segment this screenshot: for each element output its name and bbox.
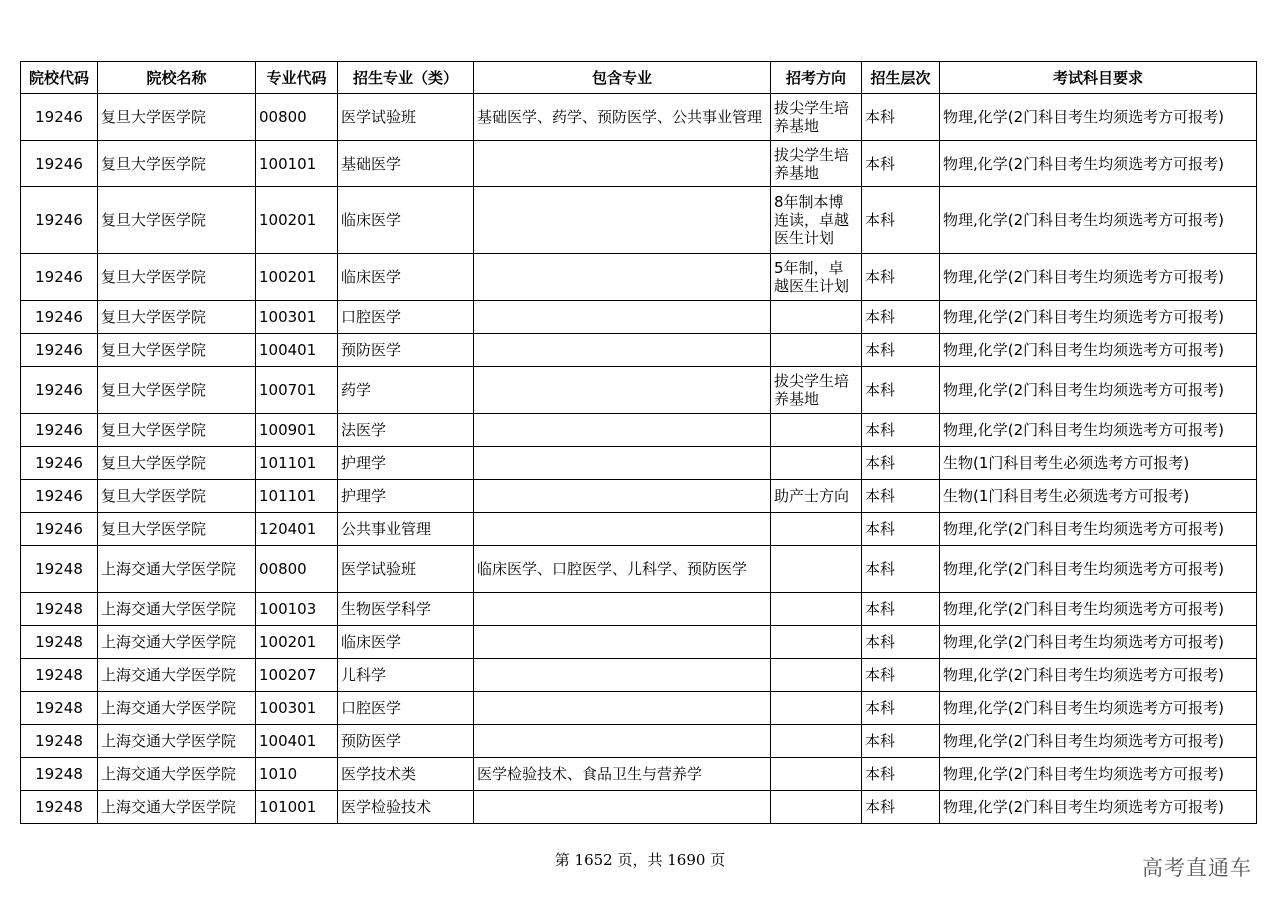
cell-subjects: 物理,化学(2门科目考生均须选考方可报考) [940,414,1257,447]
header-school-code: 院校代码 [21,62,98,94]
cell-major: 口腔医学 [338,301,474,334]
cell-includes [474,141,771,187]
cell-direction: 拔尖学生培养基地 [771,367,862,414]
cell-school-code: 19246 [21,301,98,334]
table-row [21,546,1257,593]
cell-school-name: 复旦大学医学院 [98,367,256,414]
cell-direction [771,513,862,546]
cell-level: 本科 [862,187,940,254]
table-row [21,187,1257,254]
cell-school-code: 19248 [21,626,98,659]
cell-level: 本科 [862,791,940,824]
cell-subjects: 物理,化学(2门科目考生均须选考方可报考) [940,725,1257,758]
cell-school-code: 19246 [21,254,98,301]
cell-includes: 基础医学、药学、预防医学、公共事业管理 [474,94,771,141]
cell-direction [771,334,862,367]
cell-major-code: 120401 [256,513,338,546]
cell-subjects: 物理,化学(2门科目考生均须选考方可报考) [940,546,1257,593]
cell-includes [474,254,771,301]
cell-includes [474,626,771,659]
table-row [21,334,1257,367]
cell-major: 口腔医学 [338,692,474,725]
cell-major: 医学试验班 [338,94,474,141]
cell-level: 本科 [862,513,940,546]
cell-major-code: 00800 [256,94,338,141]
cell-includes: 临床医学、口腔医学、儿科学、预防医学 [474,546,771,593]
cell-school-name: 复旦大学医学院 [98,187,256,254]
table-body [21,94,1257,824]
cell-direction: 5年制，卓越医生计划 [771,254,862,301]
cell-direction: 拔尖学生培养基地 [771,94,862,141]
header-level: 招生层次 [862,62,940,94]
table-row [21,513,1257,546]
cell-school-code: 19248 [21,758,98,791]
cell-direction [771,593,862,626]
cell-direction [771,301,862,334]
cell-major: 基础医学 [338,141,474,187]
cell-includes [474,593,771,626]
cell-direction [771,447,862,480]
table-row [21,447,1257,480]
cell-direction [771,791,862,824]
cell-school-name: 上海交通大学医学院 [98,593,256,626]
cell-level: 本科 [862,546,940,593]
cell-level: 本科 [862,301,940,334]
header-subjects: 考试科目要求 [940,62,1257,94]
cell-subjects: 物理,化学(2门科目考生均须选考方可报考) [940,141,1257,187]
table-row [21,692,1257,725]
cell-school-code: 19248 [21,791,98,824]
cell-subjects: 物理,化学(2门科目考生均须选考方可报考) [940,513,1257,546]
cell-level: 本科 [862,758,940,791]
cell-major-code: 101101 [256,480,338,513]
cell-direction: 助产士方向 [771,480,862,513]
cell-direction: 8年制本博连读，卓越医生计划 [771,187,862,254]
cell-school-code: 19248 [21,692,98,725]
cell-major: 医学检验技术 [338,791,474,824]
cell-major: 预防医学 [338,725,474,758]
cell-school-name: 复旦大学医学院 [98,141,256,187]
cell-major-code: 101001 [256,791,338,824]
cell-major: 临床医学 [338,626,474,659]
cell-direction [771,659,862,692]
table-row [21,659,1257,692]
cell-school-name: 上海交通大学医学院 [98,692,256,725]
cell-level: 本科 [862,141,940,187]
cell-direction [771,414,862,447]
cell-school-code: 19246 [21,414,98,447]
cell-major-code: 1010 [256,758,338,791]
cell-includes [474,414,771,447]
cell-includes [474,791,771,824]
cell-subjects: 物理,化学(2门科目考生均须选考方可报考) [940,758,1257,791]
cell-direction [771,626,862,659]
cell-major-code: 101101 [256,447,338,480]
cell-level: 本科 [862,725,940,758]
cell-major-code: 100201 [256,254,338,301]
cell-school-name: 复旦大学医学院 [98,480,256,513]
cell-major: 医学技术类 [338,758,474,791]
cell-major: 生物医学科学 [338,593,474,626]
cell-school-code: 19248 [21,546,98,593]
cell-includes [474,301,771,334]
table-row [21,414,1257,447]
cell-school-name: 复旦大学医学院 [98,334,256,367]
cell-subjects: 生物(1门科目考生必须选考方可报考) [940,480,1257,513]
cell-school-name: 复旦大学医学院 [98,513,256,546]
cell-school-name: 上海交通大学医学院 [98,659,256,692]
cell-school-name: 上海交通大学医学院 [98,546,256,593]
table-row [21,301,1257,334]
cell-school-name: 上海交通大学医学院 [98,758,256,791]
cell-level: 本科 [862,626,940,659]
cell-direction: 拔尖学生培养基地 [771,141,862,187]
cell-direction [771,725,862,758]
cell-school-code: 19248 [21,659,98,692]
header-direction: 招考方向 [771,62,862,94]
cell-level: 本科 [862,94,940,141]
cell-school-code: 19246 [21,334,98,367]
cell-school-name: 上海交通大学医学院 [98,626,256,659]
table-row [21,725,1257,758]
cell-major: 护理学 [338,480,474,513]
cell-includes: 医学检验技术、食品卫生与营养学 [474,758,771,791]
cell-school-code: 19246 [21,480,98,513]
cell-major-code: 100207 [256,659,338,692]
table-row [21,480,1257,513]
header-includes: 包含专业 [474,62,771,94]
cell-level: 本科 [862,480,940,513]
cell-school-name: 复旦大学医学院 [98,447,256,480]
cell-level: 本科 [862,414,940,447]
cell-major-code: 100103 [256,593,338,626]
cell-subjects: 生物(1门科目考生必须选考方可报考) [940,447,1257,480]
cell-level: 本科 [862,254,940,301]
cell-subjects: 物理,化学(2门科目考生均须选考方可报考) [940,791,1257,824]
cell-includes [474,480,771,513]
cell-school-name: 复旦大学医学院 [98,94,256,141]
cell-subjects: 物理,化学(2门科目考生均须选考方可报考) [940,94,1257,141]
cell-school-code: 19246 [21,367,98,414]
table-row [21,593,1257,626]
cell-includes [474,692,771,725]
cell-direction [771,758,862,791]
cell-major-code: 100301 [256,301,338,334]
cell-major: 医学试验班 [338,546,474,593]
table-row [21,254,1257,301]
cell-major-code: 100401 [256,725,338,758]
cell-major: 预防医学 [338,334,474,367]
cell-level: 本科 [862,367,940,414]
header-school-name: 院校名称 [98,62,256,94]
cell-major: 临床医学 [338,254,474,301]
cell-major-code: 100101 [256,141,338,187]
cell-includes [474,513,771,546]
cell-subjects: 物理,化学(2门科目考生均须选考方可报考) [940,254,1257,301]
cell-subjects: 物理,化学(2门科目考生均须选考方可报考) [940,626,1257,659]
cell-subjects: 物理,化学(2门科目考生均须选考方可报考) [940,301,1257,334]
cell-major: 公共事业管理 [338,513,474,546]
cell-includes [474,447,771,480]
cell-major-code: 100701 [256,367,338,414]
watermark: 高考直通车 [1142,856,1252,880]
cell-major-code: 100301 [256,692,338,725]
header-major: 招生专业（类） [338,62,474,94]
cell-level: 本科 [862,447,940,480]
cell-direction [771,546,862,593]
cell-subjects: 物理,化学(2门科目考生均须选考方可报考) [940,659,1257,692]
cell-school-name: 复旦大学医学院 [98,414,256,447]
cell-subjects: 物理,化学(2门科目考生均须选考方可报考) [940,593,1257,626]
cell-includes [474,367,771,414]
cell-subjects: 物理,化学(2门科目考生均须选考方可报考) [940,334,1257,367]
page-number: 第 1652 页，共 1690 页 [554,851,726,869]
cell-major: 护理学 [338,447,474,480]
cell-school-code: 19246 [21,141,98,187]
cell-includes [474,725,771,758]
cell-includes [474,187,771,254]
cell-major-code: 100901 [256,414,338,447]
cell-major: 药学 [338,367,474,414]
cell-subjects: 物理,化学(2门科目考生均须选考方可报考) [940,692,1257,725]
table-header-row [21,62,1257,94]
cell-school-code: 19248 [21,725,98,758]
admission-table [20,61,1257,824]
table-row [21,141,1257,187]
cell-level: 本科 [862,692,940,725]
cell-school-name: 复旦大学医学院 [98,254,256,301]
cell-school-name: 复旦大学医学院 [98,301,256,334]
cell-major-code: 00800 [256,546,338,593]
cell-major: 法医学 [338,414,474,447]
cell-major: 临床医学 [338,187,474,254]
cell-school-name: 上海交通大学医学院 [98,725,256,758]
cell-major-code: 100401 [256,334,338,367]
table-row [21,758,1257,791]
cell-school-code: 19246 [21,447,98,480]
cell-major-code: 100201 [256,187,338,254]
table-row [21,626,1257,659]
cell-school-code: 19246 [21,94,98,141]
cell-includes [474,659,771,692]
cell-school-code: 19246 [21,513,98,546]
cell-school-name: 上海交通大学医学院 [98,791,256,824]
table-row [21,791,1257,824]
table-row [21,94,1257,141]
cell-major-code: 100201 [256,626,338,659]
cell-level: 本科 [862,593,940,626]
cell-school-code: 19246 [21,187,98,254]
header-major-code: 专业代码 [256,62,338,94]
cell-subjects: 物理,化学(2门科目考生均须选考方可报考) [940,367,1257,414]
cell-level: 本科 [862,334,940,367]
cell-includes [474,334,771,367]
cell-level: 本科 [862,659,940,692]
cell-major: 儿科学 [338,659,474,692]
cell-school-code: 19248 [21,593,98,626]
table-row [21,367,1257,414]
cell-subjects: 物理,化学(2门科目考生均须选考方可报考) [940,187,1257,254]
cell-direction [771,692,862,725]
